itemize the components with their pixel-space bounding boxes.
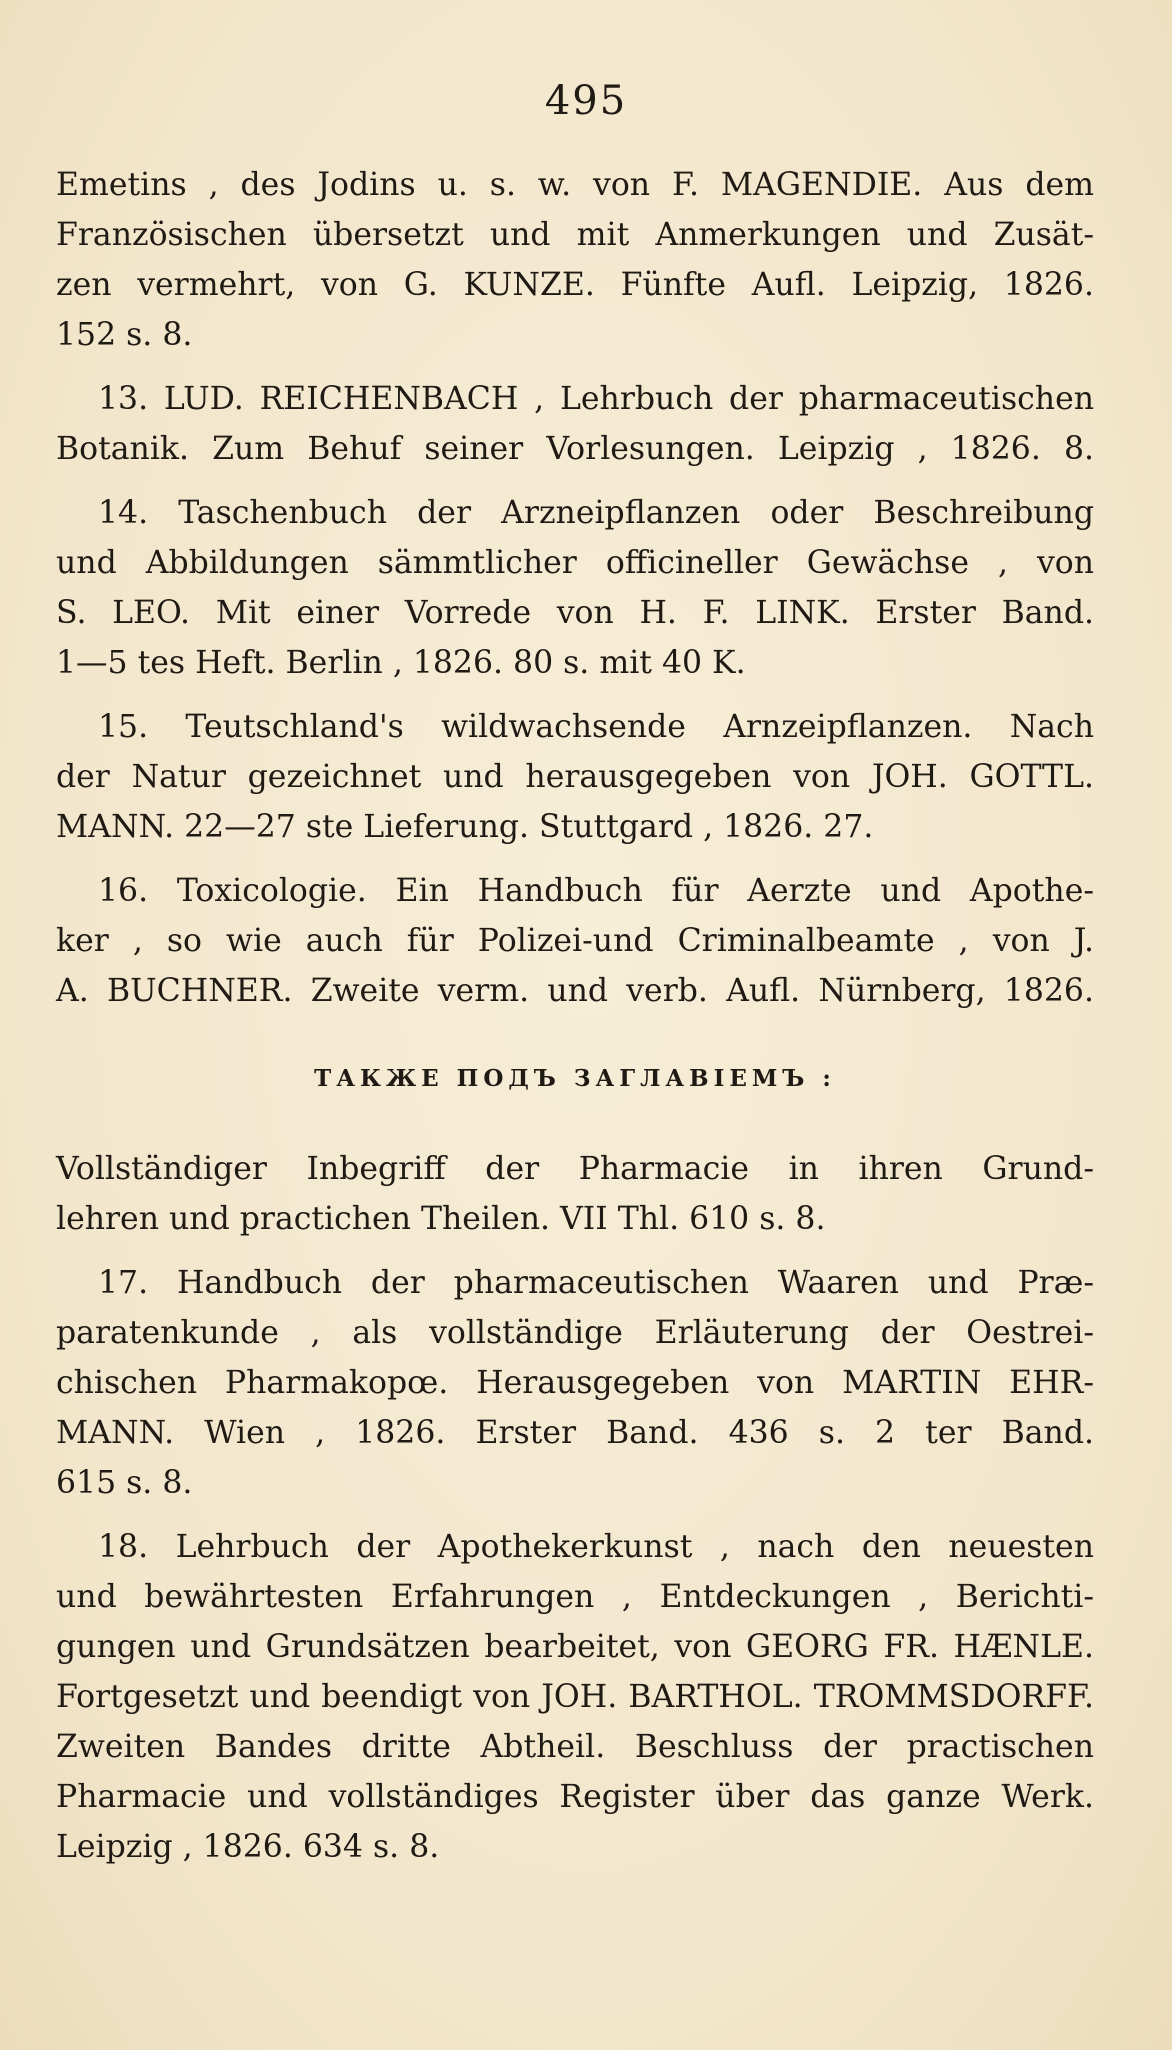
text-line: 15. Teutschland's wildwachsende Arnzeipflanzen. Nach	[98, 709, 1094, 745]
text-line: 14. Taschenbuch der Arzneipflanzen oder Beschreibung	[98, 495, 1094, 531]
bibliography-text	[56, 160, 1094, 1886]
text-line: MANN. 22—27 ste Lieferung. Stuttgard , 1826. 27.	[56, 809, 874, 845]
text-line: A. BUCHNER. Zweite verm. und verb. Aufl. Nürnberg, 1826.	[56, 973, 1094, 1009]
text-line: 152 s. 8.	[56, 317, 193, 353]
text-line: und bewährtesten Erfahrungen , Entdeckungen , Berichti-	[56, 1579, 1094, 1615]
text-line: MANN. Wien , 1826. Erster Band. 436 s. 2 ter Band.	[56, 1415, 1094, 1451]
entry-18	[56, 1522, 1094, 1872]
entry-subtitle	[56, 1144, 1094, 1244]
entry-17	[56, 1258, 1094, 1508]
text-line: 18. Lehrbuch der Apothekerkunst , nach den neuesten	[98, 1529, 1094, 1565]
text-line: lehren und practichen Theilen. VII Thl. 610 s. 8.	[56, 1201, 826, 1237]
text-line: 13. LUD. REICHENBACH , Lehrbuch der pharmaceutischen	[98, 381, 1094, 417]
entry-14	[56, 488, 1094, 688]
text-line: Zweiten Bandes dritte Abtheil. Beschluss der practischen	[56, 1729, 1094, 1765]
text-line: 615 s. 8.	[56, 1465, 193, 1501]
text-line: chischen Pharmakopœ. Herausgegeben von MARTIN EHR-	[56, 1365, 1094, 1401]
text-line: S. LEO. Mit einer Vorrede von H. F. LINK. Erster Band.	[56, 595, 1094, 631]
text-line: Französischen übersetzt und mit Anmerkungen und Zusät-	[56, 217, 1094, 253]
text-line: Emetins , des Jodins u. s. w. von F. MAGENDIE. Aus dem	[56, 167, 1094, 203]
text-line: 17. Handbuch der pharmaceutischen Waaren und Præ-	[98, 1265, 1094, 1301]
text-line: Leipzig , 1826. 634 s. 8.	[56, 1829, 440, 1865]
text-line: 16. Toxicologie. Ein Handbuch für Aerzte und Apothe-	[98, 873, 1094, 909]
text-line: paratenkunde , als vollständige Erläuterung der Oestrei-	[56, 1315, 1094, 1351]
entry-16	[56, 866, 1094, 1016]
text-line: und Abbildungen sämmtlicher officineller Gewächse , von	[56, 545, 1094, 581]
text-line: gungen und Grundsätzen bearbeitet, von GEORG FR. HÆNLE.	[56, 1629, 1094, 1665]
entry-15	[56, 702, 1094, 852]
text-line: zen vermehrt, von G. KUNZE. Fünfte Aufl. Leipzig, 1826.	[56, 267, 1094, 303]
text-line: der Natur gezeichnet und herausgegeben von JOH. GOTTL.	[56, 759, 1094, 795]
text-line: ker , so wie auch für Polizei-und Criminalbeamte , von J.	[56, 923, 1094, 959]
text-line: Pharmacie und vollständiges Register über das ganze Werk.	[56, 1779, 1094, 1815]
text-line: 1—5 tes Heft. Berlin , 1826. 80 s. mit 40 K.	[56, 645, 746, 681]
entry-continuation	[56, 160, 1094, 360]
section-heading: ТАКЖЕ ПОДЪ ЗАГЛАВІЕМЪ :	[314, 1065, 836, 1092]
entry-13	[56, 374, 1094, 474]
text-line: Botanik. Zum Behuf seiner Vorlesungen. Leipzig , 1826. 8.	[56, 431, 1094, 467]
page-number: 495	[544, 78, 628, 124]
text-line: Fortgesetzt und beendigt von JOH. BARTHOL. TROMMSDORFF.	[56, 1679, 1094, 1715]
text-line: Vollständiger Inbegriff der Pharmacie in ihren Grund-	[56, 1151, 1094, 1187]
